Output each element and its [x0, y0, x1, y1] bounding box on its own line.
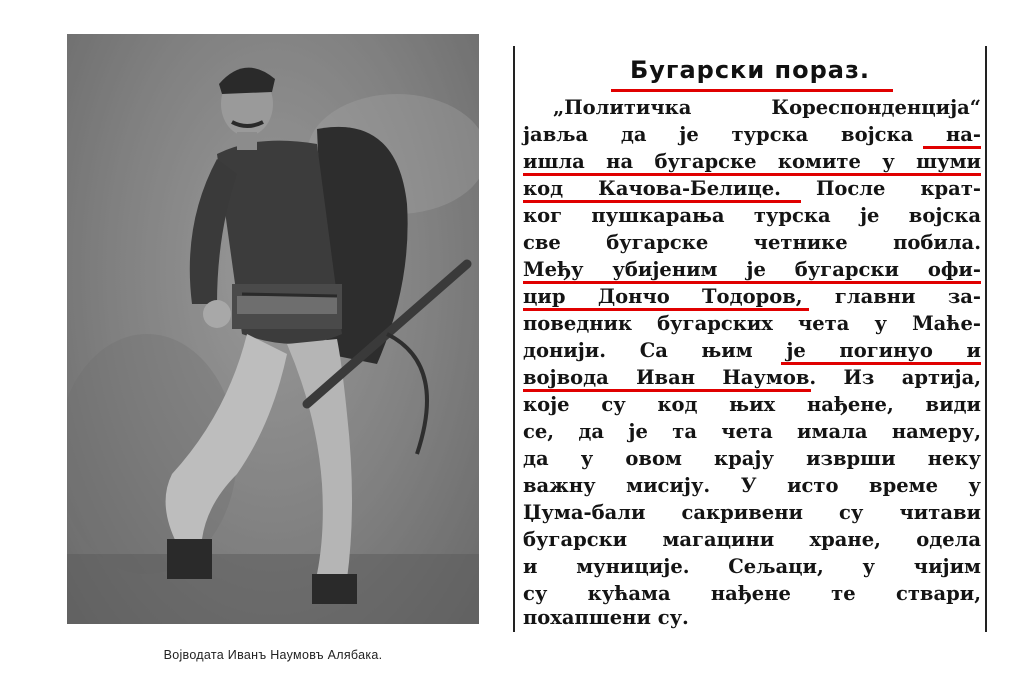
article-line: јавља да је турска војска на-	[523, 123, 981, 146]
highlight-underline	[923, 146, 981, 149]
portrait-photo	[67, 34, 479, 624]
article-line: бугарски магацини хране, одела	[523, 528, 981, 551]
article-line: поведник бугарских чета у Маће-	[523, 312, 981, 335]
article-line: „Политичка Кореспонденција“	[553, 96, 981, 119]
article-line: се, да је та чета имала намеру,	[523, 420, 981, 443]
article-line: све бугарске четнике побила.	[523, 231, 981, 254]
article-line: су кућама нађене те ствари,	[523, 582, 981, 605]
headline-underline	[611, 89, 893, 92]
article-line: војвода Иван Наумов. Из артија,	[523, 366, 981, 389]
highlight-underline	[523, 308, 809, 311]
highlight-underline	[523, 389, 811, 392]
column-rule-right	[985, 46, 987, 632]
newspaper-clipping	[513, 46, 987, 632]
article-line: код Качова-Белице. После крат-	[523, 177, 981, 200]
column-rule-left	[513, 46, 515, 632]
article-line: и муниције. Сељаци, у чијим	[523, 555, 981, 578]
article-line: ишла на бугарске комите у шуми	[523, 150, 981, 173]
article-line: ког пушкарања турска је војска	[523, 204, 981, 227]
article-line: цир Дончо Тодоров, главни за-	[523, 285, 981, 308]
highlight-underline	[781, 362, 981, 365]
article-line: које су код њих нађене, види	[523, 393, 981, 416]
photo-caption: Војводата Иванъ Наумовъ Алябака.	[163, 648, 383, 662]
article-headline: Бугарски пораз.	[629, 56, 871, 84]
article-line: Џума-бали сакривени су читави	[523, 501, 981, 524]
article-line: важну мисију. У исто време у	[523, 474, 981, 497]
highlight-underline	[523, 281, 981, 284]
article-line: Међу убијеним је бугарски офи-	[523, 258, 981, 281]
article-line: похапшени су.	[523, 606, 689, 629]
portrait-illustration	[67, 34, 479, 624]
article-line: да у овом крају изврши неку	[523, 447, 981, 470]
highlight-underline	[523, 200, 801, 203]
article-line: донији. Са њим је погинуо и	[523, 339, 981, 362]
highlight-underline	[523, 173, 981, 176]
